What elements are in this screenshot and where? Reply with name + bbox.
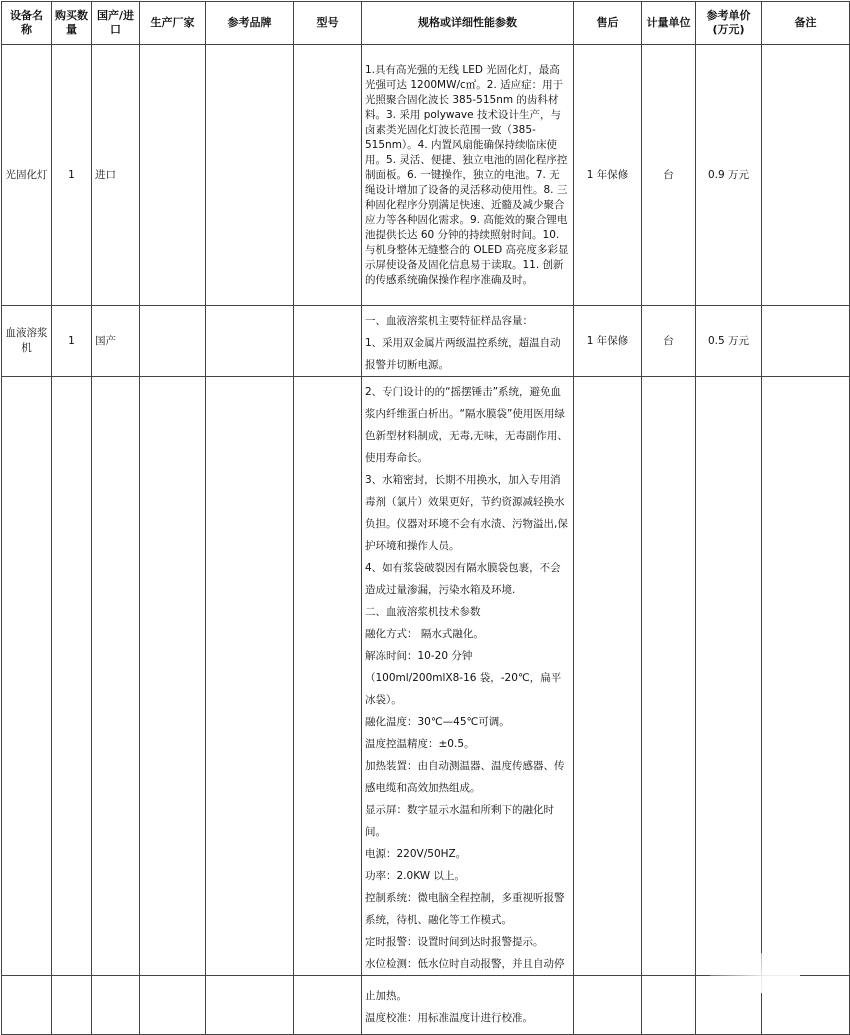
header-after-sales: 售后 xyxy=(574,2,642,45)
note xyxy=(762,306,850,377)
header-device-name: 设备名称 xyxy=(2,2,52,45)
spec-line: 定时报警：设置时间到达时报警提示。 xyxy=(365,936,544,948)
spec-line: 加热装置：由自动测温器、温度传感器、传感电缆和高效加热组成。 xyxy=(365,760,565,794)
spec-line: 功率：2.0KW 以上。 xyxy=(365,870,465,882)
origin: 国产 xyxy=(92,306,140,377)
spec-line: 4、如有浆袋破裂因有隔水膜袋包裹，不会造成过量渗漏，污染水箱及环境. xyxy=(365,562,561,596)
header-model: 型号 xyxy=(294,2,362,45)
unit: 台 xyxy=(642,45,696,306)
manufacturer xyxy=(140,45,206,306)
spec-line: 二、血液溶浆机技术参数 xyxy=(365,606,481,618)
spec-line: 控制系统：微电脑全程控制，多重视听报警系统，待机、融化等工作模式。 xyxy=(365,892,565,926)
spec-text xyxy=(362,306,574,377)
note xyxy=(762,45,850,306)
model xyxy=(294,306,362,377)
spec-line: 显示屏：数字显示水温和所剩下的融化时间。 xyxy=(365,804,554,838)
header-origin: 国产/进口 xyxy=(92,2,140,45)
header-spec: 规格或详细性能参数 xyxy=(362,2,574,45)
equipment-spec-table xyxy=(1,1,850,1035)
brand xyxy=(206,306,294,377)
spec-line: 解冻时间：10-20 分钟（100ml/200mlX8-16 袋，-20℃，扁平冰袋）。 xyxy=(365,650,562,706)
price: 0.9 万元 xyxy=(696,45,762,306)
after-sales: 1 年保修 xyxy=(574,306,642,377)
header-manufacturer: 生产厂家 xyxy=(140,2,206,45)
spec-line: 3、水箱密封，长期不用换水，加入专用消毒剂（氯片）效果更好，节约资源减轻换水负担。仪器对环境不会有水渍、污物溢出,保护环境和操作人员。 xyxy=(365,474,568,552)
origin: 进口 xyxy=(92,45,140,306)
spec-continuation xyxy=(362,377,574,976)
spec-line: 温度控温精度：±0.5。 xyxy=(365,738,475,750)
model xyxy=(294,45,362,306)
spec-text: 1.具有高光强的无线 LED 光固化灯，最高光强可达 1200MW/c㎡。2. 适应症：用于光照聚合固化波长 385-515nm 的齿科材料。3. 采用 polywave 技术设计生产，与卤素类光固化灯波长范围一致（385-515nm）。4. 内置风扇能确保持续临床使用。5. 灵活、便捷、独立电池的固化程序控制面板。6. 一键操作，独立的电池。7. 无绳设计增加了设备的灵活移动使用性。8. 三种固化程序分别满足快速、近髓及减少聚合应力等各种固化需求。9. 高能效的聚合锂电池提供长达 60 分钟的持续照射时间。10. 与机身整体无缝整合的 OLED 高亮度多彩显示屏使设备及固化信息易于读取。11. 创新的传感系统确保操作程序准确及时。 xyxy=(362,45,574,306)
table-row xyxy=(2,306,850,377)
table-row xyxy=(2,976,850,1035)
table-row xyxy=(2,45,850,306)
spec-line: 融化温度：30℃—45℃可调。 xyxy=(365,716,510,728)
quantity: 1 xyxy=(52,45,92,306)
spec-line: 温度校准：用标准温度计进行校准。 xyxy=(365,1012,533,1024)
brand xyxy=(206,45,294,306)
quantity: 1 xyxy=(52,306,92,377)
table-row xyxy=(2,377,850,976)
spec-line: 融化方式： 隔水式融化。 xyxy=(365,628,484,640)
unit: 台 xyxy=(642,306,696,377)
after-sales: 1 年保修 xyxy=(574,45,642,306)
price: 0.5 万元 xyxy=(696,306,762,377)
header-price: 参考单价(万元) xyxy=(696,2,762,45)
header-unit: 计量单位 xyxy=(642,2,696,45)
spec-continuation xyxy=(362,976,574,1035)
spec-line: 止加热。 xyxy=(365,990,407,1002)
header-brand: 参考品牌 xyxy=(206,2,294,45)
manufacturer xyxy=(140,306,206,377)
spec-line: 1、采用双金属片两级温控系统，超温自动报警并切断电源。 xyxy=(365,337,561,371)
header-note: 备注 xyxy=(762,2,850,45)
header-row xyxy=(2,2,850,45)
device-name: 光固化灯 xyxy=(2,45,52,306)
device-name: 血液溶浆机 xyxy=(2,306,52,377)
header-quantity: 购买数量 xyxy=(52,2,92,45)
spec-line: 电源：220V/50HZ。 xyxy=(365,848,467,860)
spec-line: 2、专门设计的的“摇摆锤击”系统，避免血浆内纤维蛋白析出。“隔水膜袋”使用医用绿色新型材料制成，无毒,无味，无毒副作用、使用寿命长。 xyxy=(365,386,568,464)
spec-line: 水位检测：低水位时自动报警，并且自动停 xyxy=(365,958,565,970)
spec-line: 一、血液溶浆机主要特征样品容量： xyxy=(365,315,533,327)
